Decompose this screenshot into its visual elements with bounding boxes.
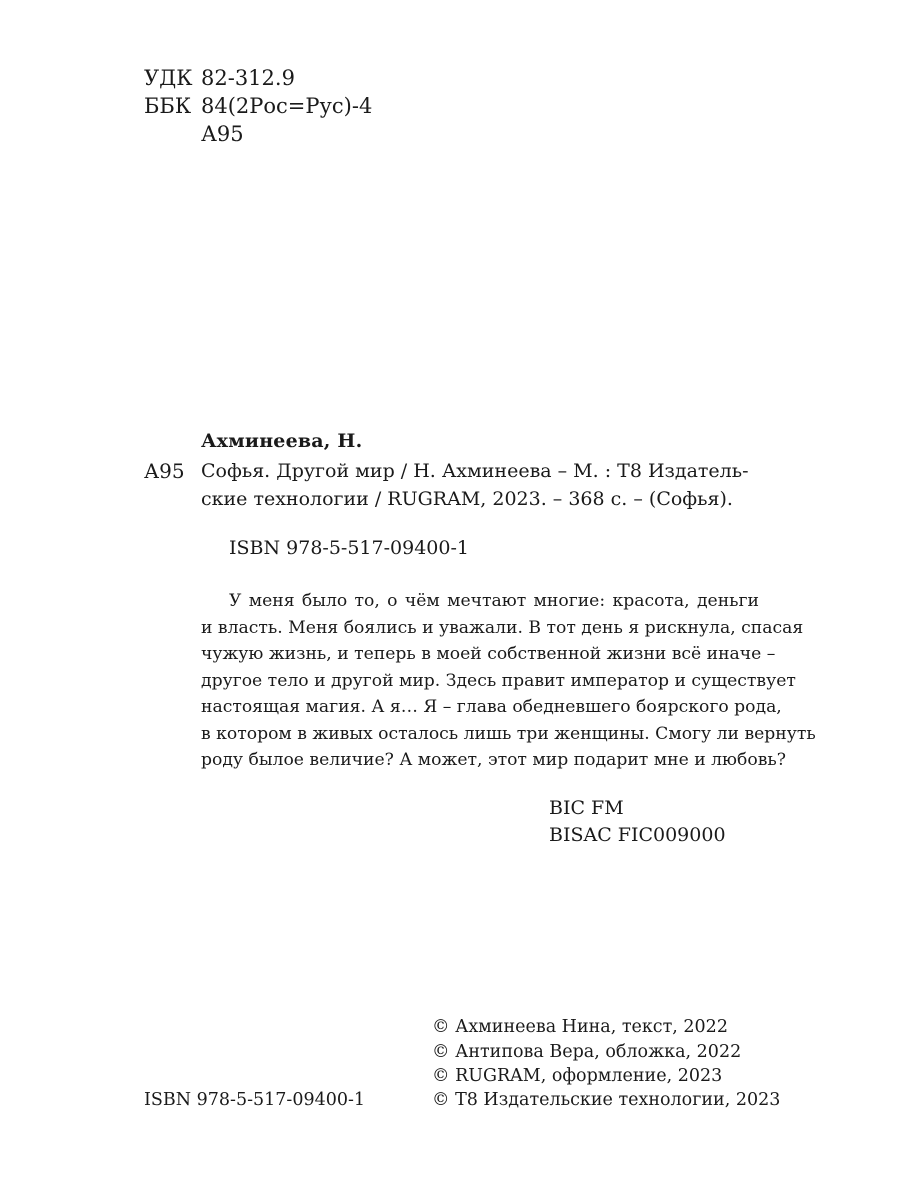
description-line: Софья. Другой мир / Н. Ахминеева – М. : Т8 Издатель- bbox=[201, 460, 749, 482]
author-sign: А95 bbox=[144, 459, 185, 483]
annotation-line: чужую жизнь, и теперь в моей собственной жизни всё иначе – bbox=[201, 644, 776, 664]
annotation-line: в котором в живых осталось лишь три женщины. Смогу ли вернуть bbox=[201, 723, 816, 744]
annotation-line: другое тело и другой мир. Здесь правит император и существует bbox=[201, 670, 796, 691]
udk-row bbox=[144, 64, 295, 92]
footer-isbn: ISBN 978-5-517-09400-1 bbox=[144, 1090, 366, 1110]
description-line: ские технологии / RUGRAM, 2023. – 368 с. – (Софья). bbox=[201, 488, 733, 510]
bic-code: BIC FM bbox=[549, 797, 624, 819]
udk-code: 82-312.9 bbox=[201, 66, 295, 90]
bbk-label: ББК bbox=[144, 94, 192, 118]
annotation-line: роду былое величие? А может, этот мир подарит мне и любовь? bbox=[201, 750, 786, 770]
annotation-line: настоящая магия. А я… Я – глава обедневшего боярского рода, bbox=[201, 697, 782, 717]
author-name: Ахминеева, Н. bbox=[201, 430, 363, 452]
copyright-line: © Т8 Издательские технологии, 2023 bbox=[432, 1090, 781, 1110]
copyright-line: © RUGRAM, оформление, 2023 bbox=[432, 1066, 723, 1086]
copyright-line: © Ахминеева Нина, текст, 2022 bbox=[432, 1017, 728, 1037]
author-sign-code: А95 bbox=[201, 122, 244, 146]
isbn: ISBN 978-5-517-09400-1 bbox=[229, 537, 469, 559]
annotation bbox=[201, 588, 816, 774]
udk-label: УДК bbox=[144, 66, 193, 90]
bbk-code: 84(2Рос=Рус)-4 bbox=[201, 94, 373, 118]
bbk-row bbox=[144, 92, 372, 120]
author-sign-row bbox=[144, 120, 244, 148]
copyright-line: © Антипова Вера, обложка, 2022 bbox=[432, 1042, 742, 1062]
annotation-line: У меня было то, о чём мечтают многие: красота, деньги bbox=[229, 591, 759, 611]
bisac-code: BISAC FIC009000 bbox=[549, 824, 726, 846]
annotation-line: и власть. Меня боялись и уважали. В тот день я рискнула, спасая bbox=[201, 617, 804, 638]
